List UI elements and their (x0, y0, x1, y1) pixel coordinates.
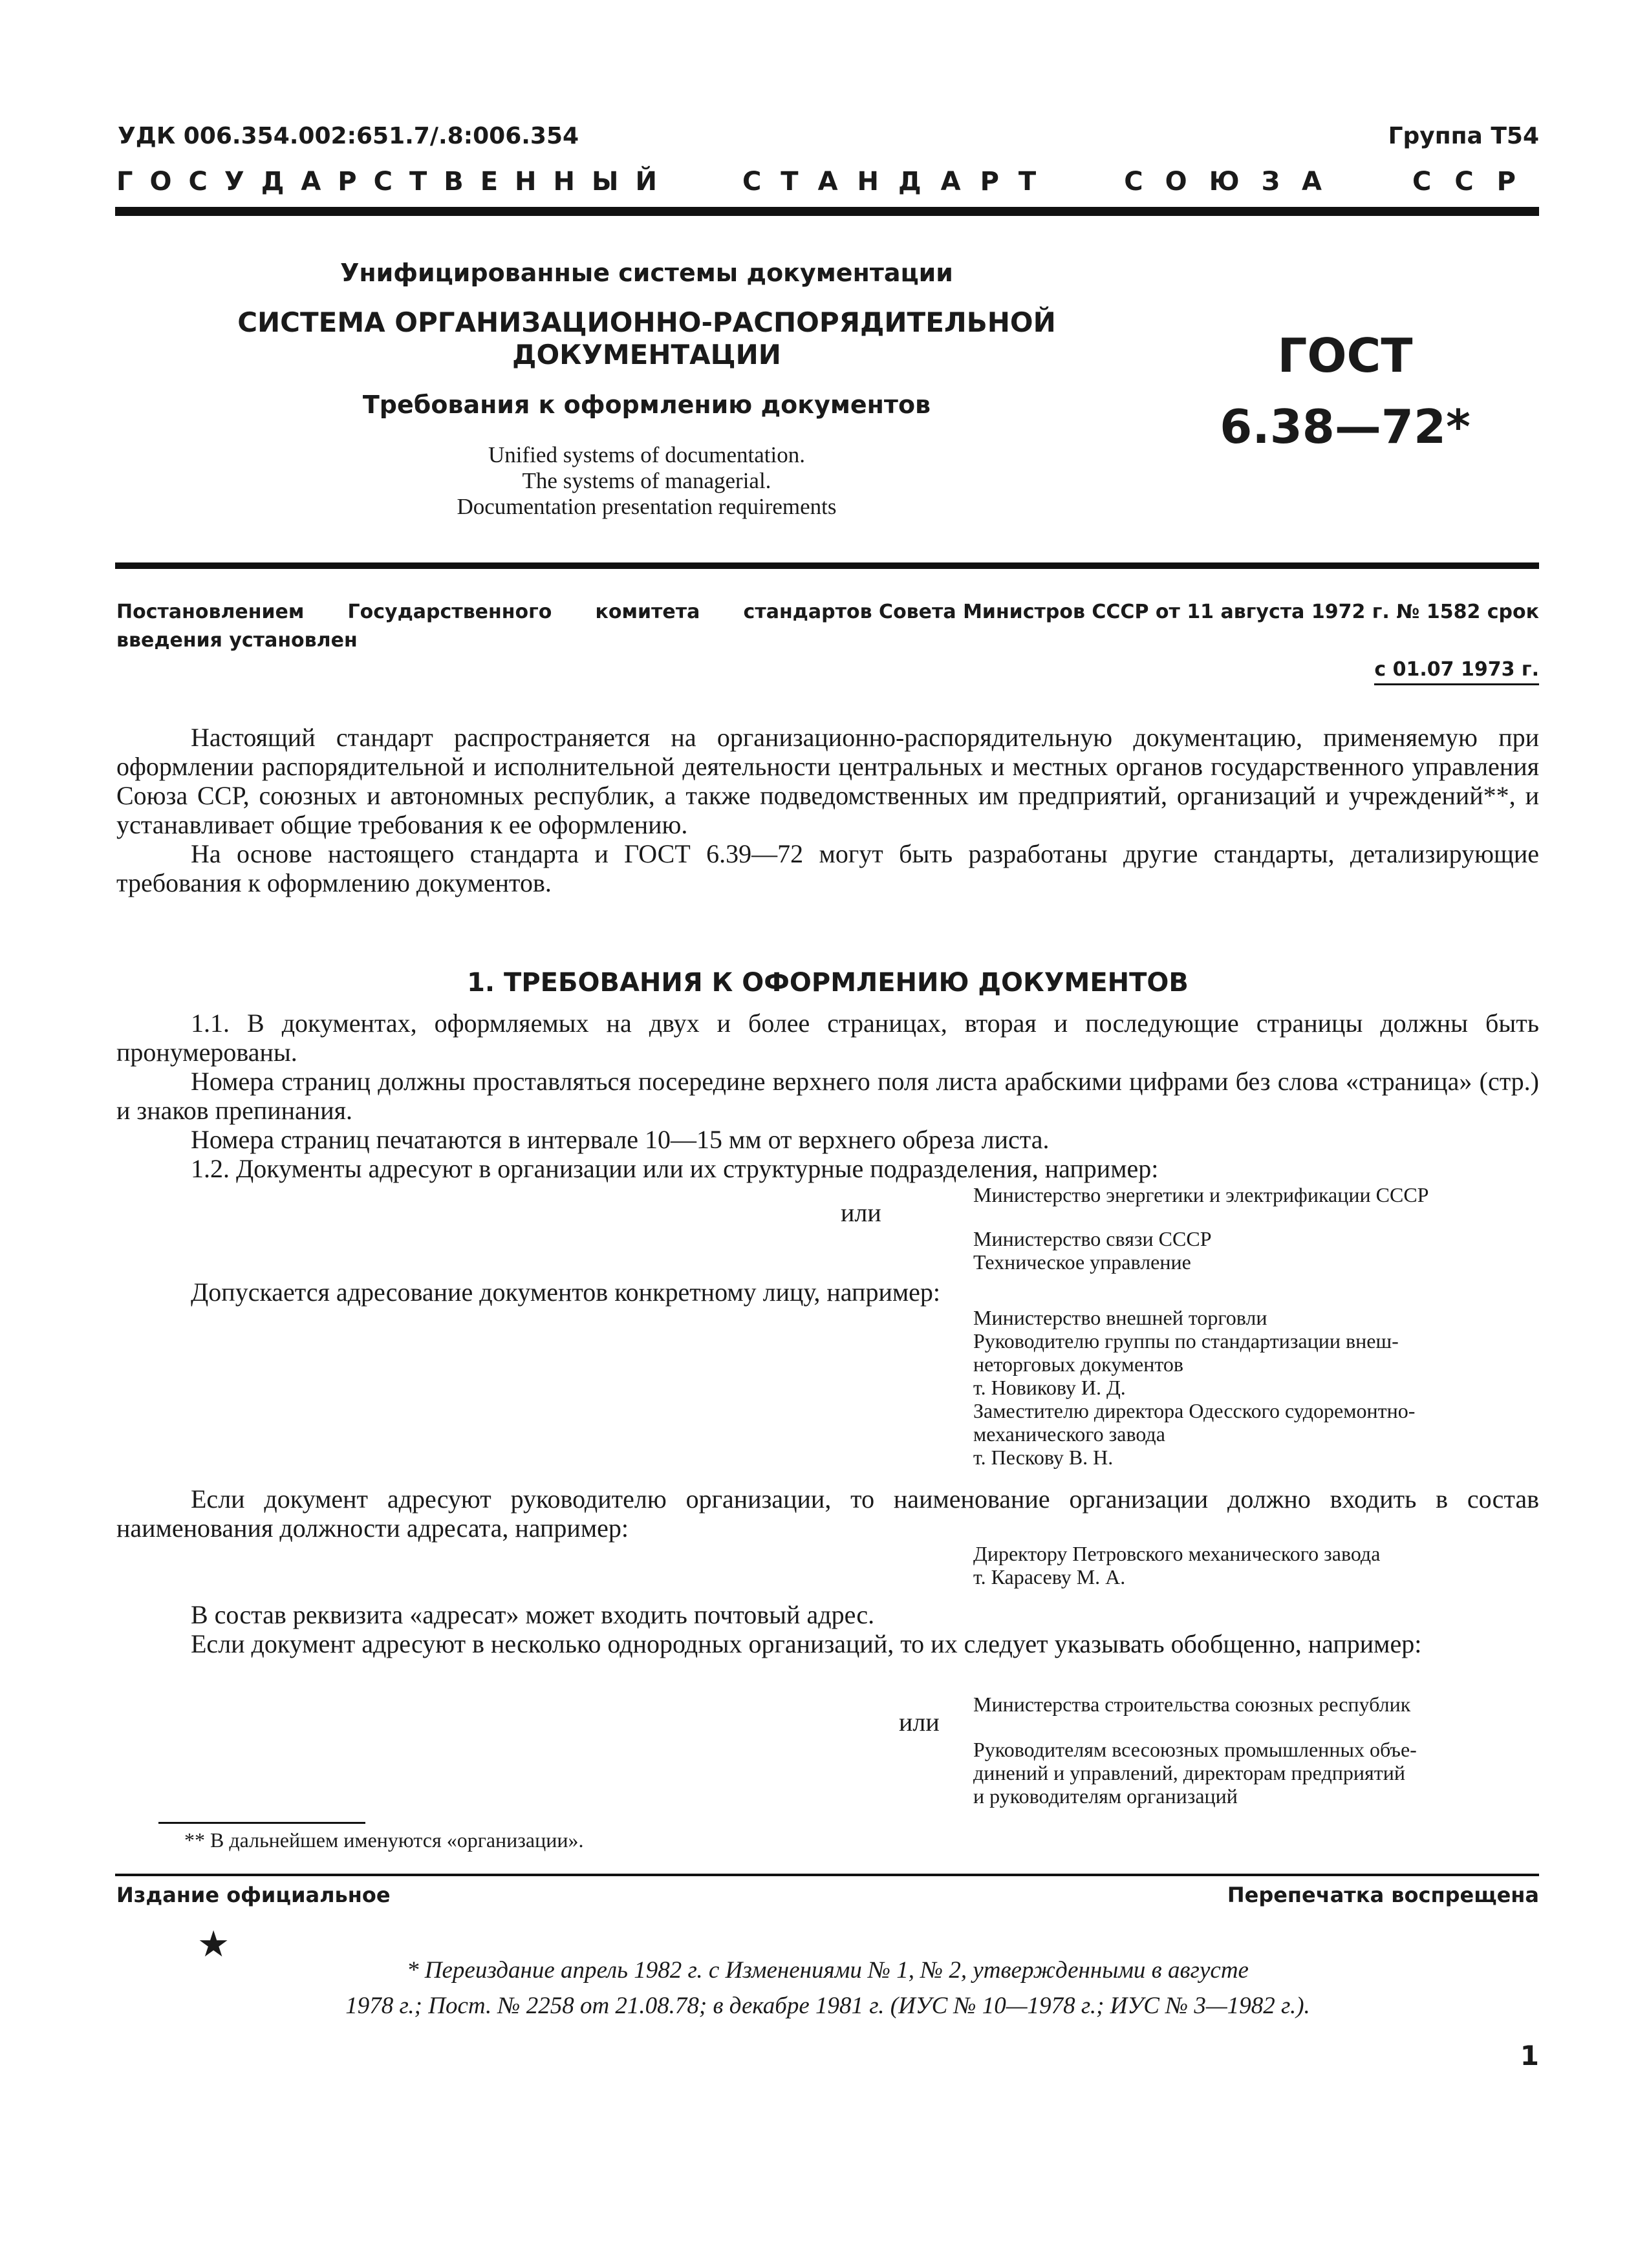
clause-paragraph: Если документ адресуют руководителю организации, то наименование организации должно входить в состав наименования должности адресата, например: (116, 1484, 1539, 1543)
clause-paragraph: Если документ адресуют в несколько однородных организаций, то их следует указывать обобщенно, например: (191, 1629, 1422, 1658)
group-code: Группа Т54 (1388, 123, 1539, 149)
section-body-3 (116, 1484, 1539, 1543)
clause-paragraph: Номера страниц должны проставляться посередине верхнего поля листа арабскими цифрами без слова «страница» (стр.) и знаков препинания. (116, 1067, 1539, 1125)
banner-word: СТАНДАРТ (742, 167, 1056, 197)
reprint-prohibited: Перепечатка воспрещена (1227, 1883, 1539, 1907)
example-line: Руководителям всесоюзных промышленных объе- (973, 1738, 1417, 1761)
example-line: Заместителю директора Одесского судоремонтно- (973, 1399, 1416, 1422)
example-line: Министерство внешней торговли (973, 1306, 1267, 1329)
decree-word: Постановлением (116, 601, 305, 623)
header-rule (115, 207, 1539, 216)
footnote: ** В дальнейшем именуются «организации». (184, 1828, 584, 1852)
footer-rule (115, 1874, 1539, 1876)
english-title-line: Documentation presentation requirements (457, 494, 837, 519)
example-line: динений и управлений, директорам предприятий (973, 1761, 1405, 1784)
english-title-line: The systems of managerial. (522, 468, 771, 493)
example-line: т. Новикову И. Д. (973, 1376, 1126, 1399)
intro-paragraph: Настоящий стандарт распространяется на организационно-распорядительную документацию, применяемую при оформлении распорядительной и исполнительной деятельности центральных и местных органов государственного управления Союза ССР, союзных и автономных республик, а также подведомственных им предприятий, организаций и учреждений**, и устанавливает общие требования к ее оформлению. (116, 723, 1539, 839)
example-address (973, 1738, 1542, 1808)
section-heading: 1. ТРЕБОВАНИЯ К ОФОРМЛЕНИЮ ДОКУМЕНТОВ (467, 968, 1189, 998)
footnote-rule (158, 1822, 365, 1824)
example-line: неторговых документов (973, 1353, 1184, 1376)
example-line: т. Пескову В. Н. (973, 1446, 1114, 1469)
page-number: 1 (1520, 2040, 1539, 2071)
example-address: Министерство энергетики и электрификации СССР (973, 1183, 1429, 1206)
official-edition: Издание официальное (116, 1883, 391, 1907)
effective-date: с 01.07 1973 г. (1374, 658, 1539, 685)
title-rule (115, 562, 1539, 569)
example-line: т. Карасеву М. А. (973, 1565, 1126, 1589)
clause-paragraph: Номера страниц печатаются в интервале 10—15 мм от верхнего обреза листа. (191, 1125, 1050, 1154)
english-title (194, 442, 1099, 520)
document-title (194, 306, 1099, 371)
intro (116, 723, 1539, 897)
title-line: СИСТЕМА ОРГАНИЗАЦИОННО-РАСПОРЯДИТЕЛЬНОЙ (237, 306, 1056, 338)
example-line: Техническое управление (973, 1250, 1191, 1274)
example-address (973, 1306, 1542, 1469)
clause-paragraph: Допускается адресование документов конкретному лицу, например: (191, 1278, 941, 1307)
english-title-line: Unified systems of documentation. (488, 442, 805, 467)
title-line: ДОКУМЕНТАЦИИ (512, 339, 781, 370)
example-line: Министерство связи СССР (973, 1227, 1212, 1250)
example-line: Руководителю группы по стандартизации внеш- (973, 1329, 1399, 1353)
section-body-2 (116, 1278, 1539, 1307)
clause-1-2: 1.2. Документы адресуют в организации или их структурные подразделения, например: (191, 1154, 1159, 1183)
example-address (973, 1542, 1542, 1589)
decree-word: стандартов Совета Министров СССР от 11 августа 1972 г. № 1582 срок (743, 601, 1539, 623)
decree (116, 598, 1539, 655)
reissue-line: * Переиздание апрель 1982 г. с Изменениями № 1, № 2, утвержденными в августе (407, 1957, 1249, 1984)
example-line: и руководителям организаций (973, 1784, 1238, 1808)
intro-paragraph: На основе настоящего стандарта и ГОСТ 6.39—72 могут быть разработаны другие стандарты, детализирующие требования к оформлению документов. (116, 839, 1539, 897)
clause-1-1: 1.1. В документах, оформляемых на двух и более страницах, вторая и последующие страницы должны быть пронумерованы. (116, 1009, 1539, 1067)
reissue-line: 1978 г.; Пост. № 2258 от 21.08.78; в декабре 1981 г. (ИУС № 10—1978 г.; ИУС № 3—1982 г.). (345, 1993, 1310, 2019)
example-line: механического завода (973, 1422, 1165, 1446)
banner-word: ССР (1412, 167, 1539, 197)
banner-word: ГОСУДАРСТВЕННЫЙ (116, 167, 674, 197)
section-body-1 (116, 1009, 1539, 1183)
gost-label: ГОСТ (1277, 328, 1413, 383)
decree-line: введения установлен (116, 629, 358, 652)
document-subtitle: Требования к оформлению документов (362, 390, 931, 419)
gost-number: 6.38—72* (1220, 400, 1471, 454)
or-label: или (899, 1707, 940, 1737)
gost-designation (1209, 320, 1481, 462)
section-body-4 (116, 1600, 1539, 1658)
example-address (973, 1227, 1542, 1274)
standard-banner (116, 167, 1539, 197)
decree-word: Государственного (347, 601, 552, 623)
udk-code: УДК 006.354.002:651.7/.8:006.354 (118, 123, 579, 149)
or-label: или (841, 1198, 881, 1227)
banner-word: СОЮЗА (1124, 167, 1344, 197)
clause-paragraph: В состав реквизита «адресат» может входить почтовый адрес. (191, 1600, 875, 1629)
reissue-note (246, 1952, 1410, 2024)
example-address: Министерства строительства союзных республик (973, 1693, 1411, 1716)
series-title: Унифицированные системы документации (340, 259, 953, 287)
example-line: Директору Петровского механического завода (973, 1542, 1381, 1565)
decree-word: комитета (595, 601, 700, 623)
star-icon: ★ (197, 1925, 230, 1965)
